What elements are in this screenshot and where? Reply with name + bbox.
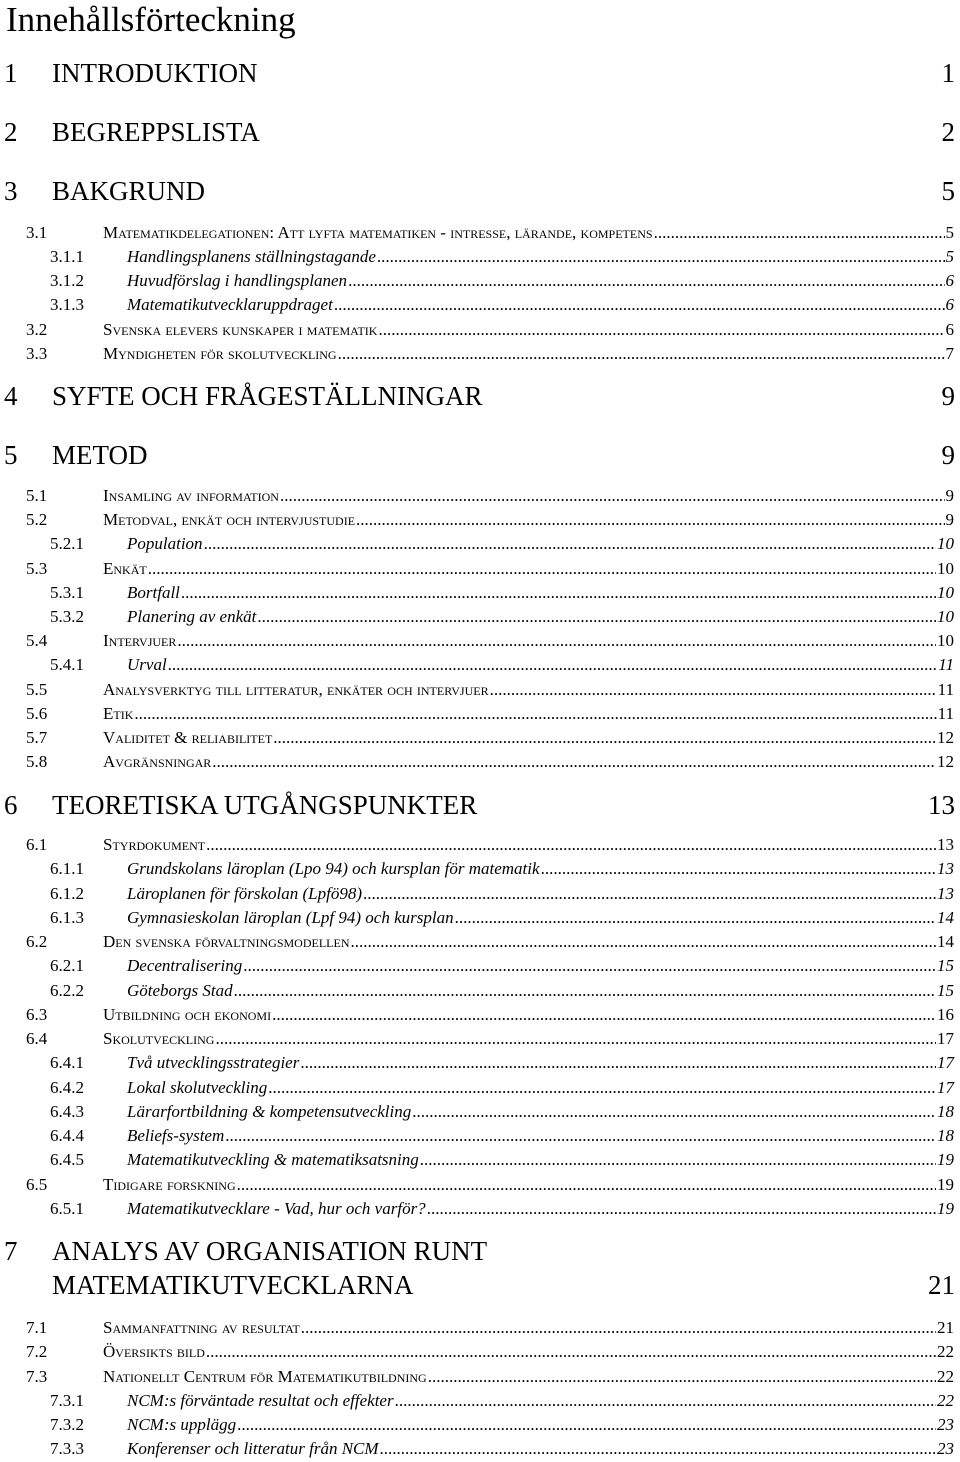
toc-entry-number: 6.2.2 [50,981,84,1000]
toc-subsection-entry[interactable] [50,1414,954,1438]
toc-subsection-entry[interactable] [50,246,954,270]
toc-entry-number: 5.2.1 [50,534,84,553]
toc-entry-page: 12 [937,752,954,771]
toc-entry-number: 6.4.4 [50,1126,84,1145]
toc-entry-page: 6 [945,271,954,290]
toc-entry-number: 6.4.1 [50,1053,84,1072]
toc-entry-number: 5.3.2 [50,607,84,626]
toc-entry-body [127,1414,954,1436]
toc-entry-body [127,1438,954,1460]
toc-entry-title: Handlingsplanens ställningstagande [127,247,376,266]
toc-entry-body [127,1125,954,1147]
toc-entry-page: 10 [937,583,954,602]
toc-subsection-entry[interactable] [50,533,954,557]
toc-section-entry[interactable] [26,1341,954,1365]
toc-entry-body [127,1390,954,1412]
toc-subsection-entry[interactable] [50,907,954,931]
toc-entry-title: Skolutveckling [103,1029,215,1048]
toc-entry-number: 3 [4,176,18,206]
toc-subsection-entry[interactable] [50,1125,954,1149]
toc-entry-page: 13 [937,835,954,854]
toc-entry-title: Huvudförslag i handlingsplanen [127,271,348,290]
toc-entry-title: Metodval, enkät och intervjustudie [103,510,356,529]
toc-entry-number: 6.3 [26,1005,48,1024]
toc-entry-body [127,883,954,905]
toc-entry-number: 1 [4,58,18,88]
toc-entry-body [103,1028,954,1050]
toc-subsection-entry[interactable] [50,294,954,318]
toc-entry-title: Läroplanen för förskolan (Lpfö98) [127,884,363,903]
toc-entry-page: 22 [937,1391,954,1410]
toc-entry-page: 11 [937,704,954,723]
toc-entry-title: Lokal skolutveckling [127,1078,268,1097]
toc-subsection-entry[interactable] [50,654,954,678]
toc-entry-page: 15 [937,956,954,975]
toc-entry-title: Insamling av information [103,486,279,505]
toc-entry-number: 7.3.3 [50,1439,84,1458]
toc-entry-body [127,955,954,977]
toc-entry-body [127,1149,954,1171]
toc-section-entry[interactable] [26,727,954,751]
toc-entry-number: 6.4.3 [50,1102,84,1121]
toc-entry-title: Etik [103,704,134,723]
toc-entry-title: NCM:s upplägg [127,1415,237,1434]
toc-entry-page: 10 [937,559,954,578]
toc-entry-page: 6 [945,320,954,339]
dot-leader [334,294,945,316]
toc-subsection-entry[interactable] [50,883,954,907]
dot-leader [455,907,936,929]
dot-leader [280,485,945,507]
toc-entry-title: Den svenska förvaltningsmodellen [103,932,350,951]
toc-entry-page: 5 [945,247,954,266]
toc-entry-body [103,1004,954,1026]
toc-chapter-entry[interactable] [0,381,955,417]
toc-entry-page: 19 [937,1175,954,1194]
dot-leader [257,606,936,628]
toc-entry-page: 17 [937,1053,954,1072]
toc-entry-number: 3.2 [26,320,48,339]
toc-entry-title: Avgränsningar [103,752,212,771]
toc-entry-body [127,270,954,292]
toc-entry-title: TEORETISKA UTGÅNGSPUNKTER [52,790,478,820]
toc-subsection-entry[interactable] [50,582,954,606]
toc-entry-body [103,343,954,365]
toc-entry-page: 11 [938,655,954,674]
dot-leader [395,1390,936,1412]
toc-entry-number: 6.5.1 [50,1199,84,1218]
toc-chapter-entry[interactable] [0,1236,955,1300]
toc-entry-page: 14 [937,908,954,927]
dot-leader [206,834,936,856]
toc-entry-body [103,931,954,953]
dot-leader [204,533,936,555]
toc-entry-title: Bortfall [127,583,180,602]
toc-entry-title: INTRODUKTION [52,58,258,88]
dot-leader [378,319,944,341]
toc-entry-title: Analysverktyg till litteratur, enkäter och intervjuer [103,680,489,699]
toc-entry-body [103,679,954,701]
toc-entry-number: 7.3.2 [50,1415,84,1434]
dot-leader [134,703,936,725]
toc-entry-body [127,582,954,604]
toc-entry-title: Svenska elevers kunskaper i matematik [103,320,378,339]
toc-entry-number: 3.1 [26,223,48,242]
toc-chapter-entry[interactable] [0,58,955,94]
toc-entry-body [103,558,954,580]
toc-section-entry[interactable] [26,703,954,727]
toc-entry-page: 2 [941,117,955,147]
toc-entry-number: 5.3 [26,559,48,578]
toc-entry-title: Population [127,534,203,553]
toc-entry-title: Matematikutvecklare - Vad, hur och varför? [127,1199,426,1218]
dot-leader [654,222,945,244]
toc-entry-body [103,485,954,507]
toc-entry-page: 17 [937,1078,954,1097]
toc-subsection-entry[interactable] [50,1077,954,1101]
toc-entry-title: Nationellt Centrum för Matematikutbildning [103,1367,427,1386]
toc-entry-body [127,246,954,268]
dot-leader [181,582,936,604]
toc-entry-title: Validitet & reliabilitet [103,728,273,747]
toc-entry-number: 3.3 [26,344,48,363]
toc-entry-body [103,509,954,531]
toc-entry-page: 19 [937,1199,954,1218]
toc-entry-title: Grundskolans läroplan (Lpo 94) och kursplan för matematik [127,859,540,878]
toc-entry-number: 7.1 [26,1318,48,1337]
toc-entry-number: 7.3 [26,1367,48,1386]
toc-entry-title: Sammanfattning av resultat [103,1318,300,1337]
toc-entry-page: 17 [937,1029,954,1048]
toc-section-entry[interactable] [26,343,954,367]
dot-leader [168,654,938,676]
toc-subsection-entry[interactable] [50,1390,954,1414]
toc-entry-page: 9 [945,510,954,529]
dot-leader [148,558,936,580]
toc-entry-page: 22 [937,1367,954,1386]
toc-entry-page: 12 [937,728,954,747]
dot-leader [356,509,944,531]
toc-entry-title: Lärarfortbildning & kompetensutveckling [127,1102,412,1121]
dot-leader [363,883,936,905]
toc-entry-page: 5 [941,176,955,206]
toc-entry-page: 13 [937,859,954,878]
toc-entry-body [103,727,954,749]
toc-entry-title: Gymnasieskolan läroplan (Lpf 94) och kursplan [127,908,454,927]
toc-entry-number: 6.1.2 [50,884,84,903]
toc-entry-number: 6.1 [26,835,48,854]
toc-entry-number: 7.3.1 [50,1391,84,1410]
toc-section-entry[interactable] [26,485,954,509]
toc-entry-title: SYFTE OCH FRÅGESTÄLLNINGAR [52,381,483,411]
dot-leader [225,1125,936,1147]
toc-entry-title: Styrdokument [103,835,206,854]
toc-entry-body [103,1174,954,1196]
toc-entry-body [127,606,954,628]
toc-entry-number: 6.2.1 [50,956,84,975]
toc-entry-page: 18 [937,1126,954,1145]
toc-section-entry[interactable] [26,1317,954,1341]
toc-entry-body [103,751,954,773]
toc-entry-number: 3.1.3 [50,295,84,314]
toc-entry-number: 6.1.1 [50,859,84,878]
dot-leader [351,931,937,953]
toc-section-entry[interactable] [26,630,954,654]
toc-entry-body [103,319,954,341]
toc-entry-body [127,858,954,880]
toc-entry-body [103,1366,954,1388]
toc-entry-body [127,1198,954,1220]
toc-entry-title: Göteborgs Stad [127,981,233,1000]
toc-entry-number: 5.1 [26,486,48,505]
toc-subsection-entry[interactable] [50,270,954,294]
dot-leader [215,1028,936,1050]
toc-chapter-entry[interactable] [0,440,955,476]
dot-leader [427,1198,936,1220]
dot-leader [428,1366,936,1388]
dot-leader [234,980,936,1002]
page-title: Innehållsförteckning [6,0,296,39]
toc-chapter-entry[interactable] [0,176,955,212]
toc-entry-title: Översikts bild [103,1342,205,1361]
toc-entry-number: 6.5 [26,1175,48,1194]
toc-entry-page: 16 [937,1005,954,1024]
toc-entry-title: Planering av enkät [127,607,257,626]
toc-entry-number: 3.1.2 [50,271,84,290]
dot-leader [300,1052,936,1074]
toc-entry-number: 5 [4,440,18,470]
dot-leader [420,1149,936,1171]
toc-subsection-entry[interactable] [50,1101,954,1125]
toc-section-entry[interactable] [26,679,954,703]
toc-section-entry[interactable] [26,509,954,533]
toc-entry-title: Två utvecklingsstrategier [127,1053,300,1072]
dot-leader [237,1174,936,1196]
toc-subsection-entry[interactable] [50,955,954,979]
toc-section-entry[interactable] [26,1028,954,1052]
dot-leader [348,270,944,292]
toc-entry-number: 5.8 [26,752,48,771]
toc-entry-page: 6 [945,295,954,314]
toc-entry-page: 9 [941,440,955,470]
dot-leader [380,1438,936,1460]
toc-entry-number: 6.1.3 [50,908,84,927]
toc-subsection-entry[interactable] [50,1052,954,1076]
dot-leader [212,751,936,773]
toc-entry-page: 14 [937,932,954,951]
toc-entry-page: 23 [937,1415,954,1434]
toc-entry-page: 13 [928,790,955,820]
toc-entry-title: Matematikutvecklaruppdraget [127,295,333,314]
toc-entry-title: Urval [127,655,167,674]
dot-leader [177,630,936,652]
toc-subsection-entry[interactable] [50,1438,954,1462]
toc-entry-body [127,980,954,1002]
toc-entry-title: Decentralisering [127,956,243,975]
dot-leader [338,343,945,365]
toc-entry-body [127,533,954,555]
toc-entry-page: 21 [928,1270,955,1300]
toc-entry-body [127,654,954,676]
toc-entry-page: 11 [937,680,954,699]
toc-entry-title: ANALYS AV ORGANISATION RUNT [52,1236,488,1266]
toc-entry-number: 3.1.1 [50,247,84,266]
toc-entry-title: NCM:s förväntade resultat och effekter [127,1391,394,1410]
toc-section-entry[interactable] [26,1366,954,1390]
toc-entry-body [103,222,954,244]
toc-entry-page: 7 [945,344,954,363]
toc-entry-page: 10 [937,631,954,650]
toc-section-entry[interactable] [26,931,954,955]
toc-subsection-entry[interactable] [50,1149,954,1173]
toc-entry-title: BAKGRUND [52,176,206,206]
toc-entry-number: 7 [4,1236,18,1266]
toc-section-entry[interactable] [26,751,954,775]
toc-entry-number: 5.7 [26,728,48,747]
toc-section-entry[interactable] [26,1004,954,1028]
toc-entry-body [103,703,954,725]
dot-leader [268,1077,936,1099]
toc-entry-number: 5.2 [26,510,48,529]
dot-leader [237,1414,936,1436]
toc-entry-number: 6.4.2 [50,1078,84,1097]
toc-entry-body [103,1341,954,1363]
dot-leader [490,679,937,701]
toc-entry-title: Beliefs-system [127,1126,225,1145]
dot-leader [541,858,936,880]
toc-entry-number: 4 [4,381,18,411]
toc-entry-title: Konferenser och litteratur från NCM [127,1439,379,1458]
toc-subsection-entry[interactable] [50,858,954,882]
toc-entry-number: 5.4.1 [50,655,84,674]
toc-entry-title: METOD [52,440,148,470]
toc-entry-page: 1 [941,58,955,88]
toc-entry-title: Myndigheten för skolutveckling [103,344,337,363]
toc-entry-body [103,630,954,652]
dot-leader [273,727,936,749]
dot-leader [377,246,945,268]
toc-entry-body [127,294,954,316]
toc-entry-title: Matematikdelegationen: Att lyfta matematiken - intresse, lärande, kompetens [103,223,653,242]
toc-subsection-entry[interactable] [50,606,954,630]
toc-entry-page: 10 [937,534,954,553]
toc-entry-number: 5.6 [26,704,48,723]
toc-entry-body [127,907,954,929]
toc-section-entry[interactable] [26,222,954,246]
toc-subsection-entry[interactable] [50,980,954,1004]
toc-chapter-entry[interactable] [0,790,955,826]
toc-entry-number: 6 [4,790,18,820]
toc-entry-page: 19 [937,1150,954,1169]
toc-entry-title-continued: MATEMATIKUTVECKLARNA [52,1270,414,1300]
toc-entry-body [127,1052,954,1074]
toc-entry-title: Matematikutveckling & matematiksatsning [127,1150,419,1169]
toc-section-entry[interactable] [26,319,954,343]
toc-entry-page: 9 [945,486,954,505]
toc-entry-title: Enkät [103,559,147,578]
toc-entry-number: 6.4.5 [50,1150,84,1169]
toc-section-entry[interactable] [26,558,954,582]
dot-leader [301,1317,936,1339]
dot-leader [243,955,936,977]
toc-entry-number: 5.4 [26,631,48,650]
toc-subsection-entry[interactable] [50,1198,954,1222]
toc-entry-number: 5.5 [26,680,48,699]
dot-leader [272,1004,936,1026]
toc-entry-title: Utbildning och ekonomi [103,1005,272,1024]
toc-entry-body [127,1077,954,1099]
toc-entry-page: 15 [937,981,954,1000]
toc-entry-body [127,1101,954,1123]
toc-entry-number: 2 [4,117,18,147]
toc-section-entry[interactable] [26,1174,954,1198]
toc-entry-body [103,1317,954,1339]
toc-entry-page: 21 [937,1318,954,1337]
toc-section-entry[interactable] [26,834,954,858]
toc-entry-title: Tidigare forskning [103,1175,236,1194]
toc-entry-page: 22 [937,1342,954,1361]
toc-entry-page: 13 [937,884,954,903]
toc-entry-number: 6.2 [26,932,48,951]
toc-entry-page: 9 [941,381,955,411]
toc-entry-page: 18 [937,1102,954,1121]
toc-entry-title: Intervjuer [103,631,177,650]
toc-entry-page: 10 [937,607,954,626]
toc-entry-body [103,834,954,856]
toc-entry-page: 23 [937,1439,954,1458]
toc-entry-number: 7.2 [26,1342,48,1361]
toc-chapter-entry[interactable] [0,117,955,153]
toc-entry-number: 6.4 [26,1029,48,1048]
toc-entry-page: 5 [945,223,954,242]
toc-entry-title: BEGREPPSLISTA [52,117,260,147]
toc-entry-number: 5.3.1 [50,583,84,602]
dot-leader [412,1101,936,1123]
dot-leader [206,1341,936,1363]
